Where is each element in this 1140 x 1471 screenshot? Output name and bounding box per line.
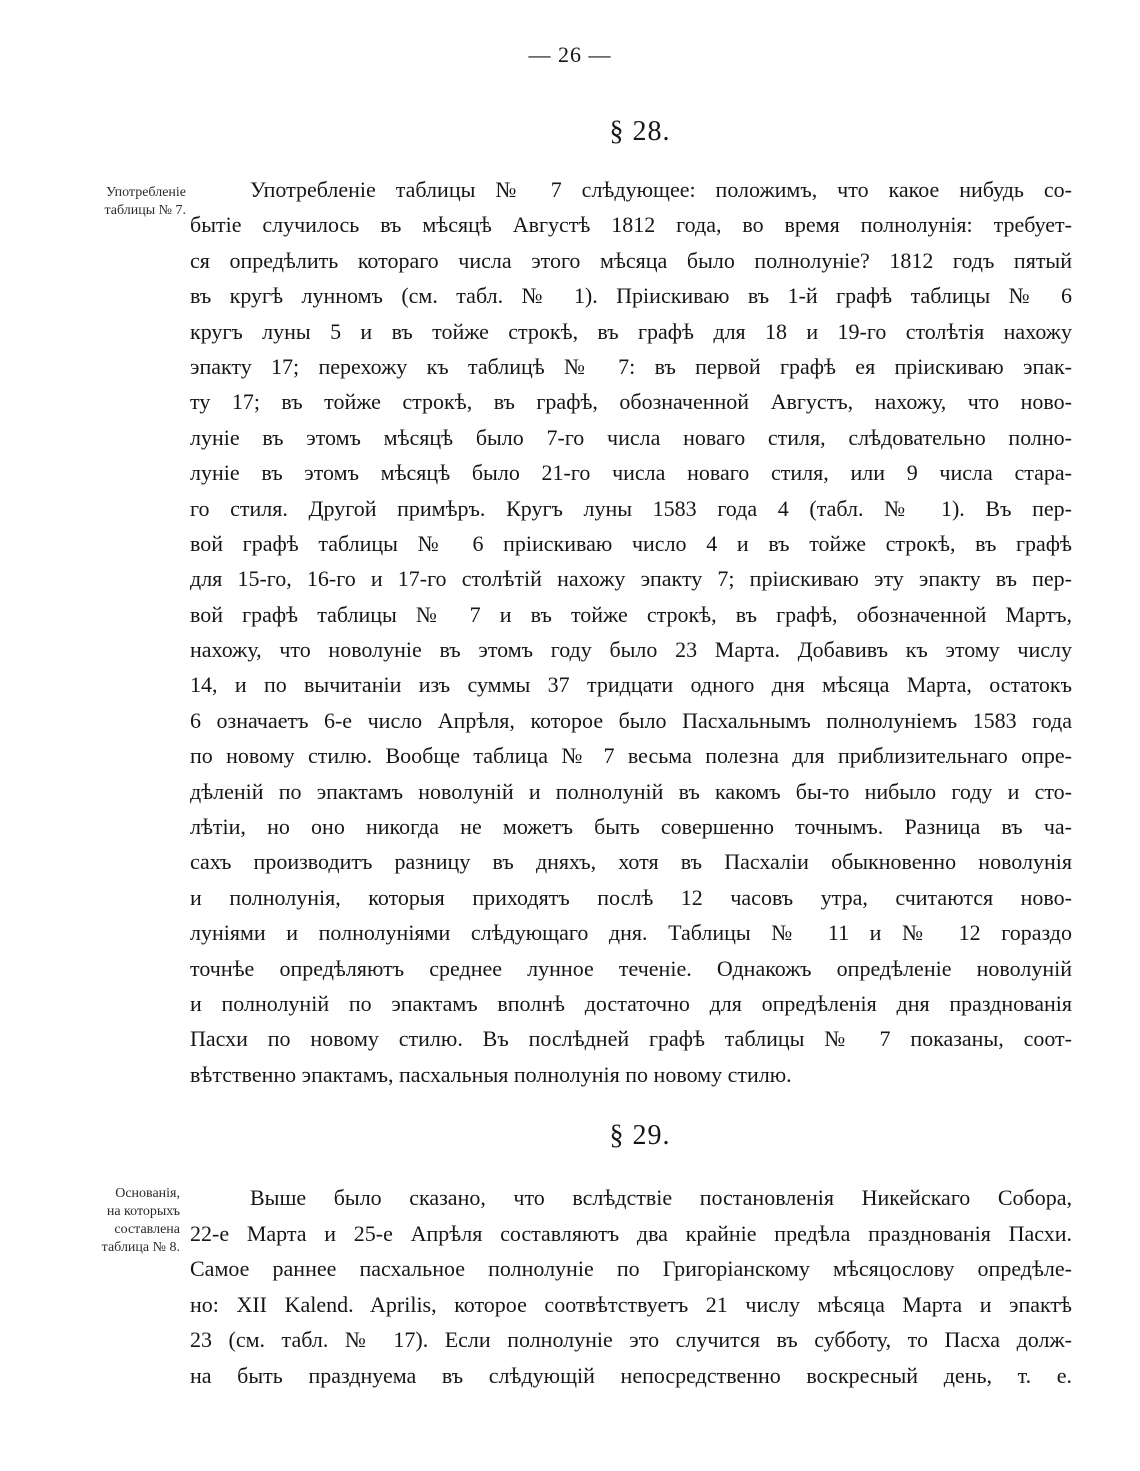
- text-line: 14, и по вычитаніи изъ суммы 37 тридцати одного дня мѣсяца Марта, остатокъ: [190, 672, 1072, 698]
- text-line: и полнолуній по эпактамъ вполнѣ достаточно для опредѣленія дня празднованія: [190, 990, 1072, 1016]
- text-line: точнѣе опредѣляютъ среднее лунное теченіе. Однакожъ опредѣленіе новолуній: [190, 955, 1072, 981]
- section-29-body: [190, 1180, 1072, 1394]
- text-line: дѣленій по эпактамъ новолуній и полнолуній въ какомъ бы-то нибыло году и сто-: [190, 778, 1072, 804]
- text-line: го стиля. Другой примѣръ. Кругъ луны 1583 года 4 (табл. № 1). Въ пер-: [190, 495, 1072, 521]
- page-number: — 26 —: [528, 42, 612, 67]
- section-29-heading: § 29.: [609, 1120, 671, 1151]
- margin-note-line: на которыхъ: [106, 1204, 180, 1219]
- text-line: 23 (см. табл. № 17). Если полнолуніе это случится въ субботу, то Пасха долж-: [190, 1327, 1072, 1353]
- text-line: лѣтіи, но оно никогда не можетъ быть совершенно точнымъ. Разница въ ча-: [190, 814, 1072, 840]
- text-line: въ кругѣ лунномъ (см. табл. № 1). Пріискиваю въ 1-й графѣ таблицы № 6: [190, 283, 1072, 309]
- text-line: 22-е Марта и 25-е Апрѣля составляютъ два крайніе предѣла празднованія Пасхи.: [190, 1220, 1072, 1246]
- text-line: вѣтственно эпактамъ, пасхальныя полнолунія по новому стилю.: [190, 1061, 792, 1087]
- text-line: Выше было сказано, что вслѣдствіе постановленія Никейскаго Собора,: [250, 1185, 1072, 1210]
- text-line: луніями и полнолуніями слѣдующаго дня. Таблицы № 11 и № 12 гораздо: [190, 920, 1072, 946]
- text-line: Пасхи по новому стилю. Въ послѣдней графѣ таблицы № 7 показаны, соот-: [190, 1026, 1072, 1052]
- text-line: Употребленіе таблицы № 7 слѣдующее: положимъ, что какое нибудь со-: [250, 177, 1072, 202]
- section-28-margin-note: [78, 184, 186, 220]
- text-line: по новому стилю. Вообще таблица № 7 весьма полезна для приблизительнаго опре-: [190, 743, 1072, 769]
- text-line: вой графѣ таблицы № 7 и въ тойже строкѣ, въ графѣ, обозначенной Мартъ,: [190, 601, 1072, 627]
- margin-note-line: составлена: [114, 1222, 180, 1237]
- margin-note-line: таблица № 8.: [101, 1240, 180, 1255]
- text-line: для 15-го, 16-го и 17-го столѣтій нахожу эпакту 7; пріискиваю эту эпакту въ пер-: [190, 566, 1072, 592]
- section-29-margin-note: [72, 1185, 180, 1257]
- text-line: сахъ производитъ разницу въ дняхъ, хотя въ Пасхаліи обыкновенно новолунія: [190, 849, 1072, 875]
- section-28-body: [190, 172, 1072, 1092]
- text-line: Самое раннее пасхальное полнолуніе по Григоріанскому мѣсяцослову опредѣле-: [190, 1256, 1072, 1282]
- text-line: эпакту 17; перехожу къ таблицѣ № 7: въ первой графѣ ея пріискиваю эпак-: [190, 353, 1072, 379]
- text-line: на быть празднуема въ слѣдующій непосредственно воскресный день, т. е.: [190, 1362, 1072, 1388]
- text-line: луніе въ этомъ мѣсяцѣ было 7-го числа новаго стиля, слѣдовательно полно-: [190, 424, 1072, 450]
- text-line: нахожу, что новолуніе въ этомъ году было 23 Марта. Добавивъ къ этому числу: [190, 637, 1072, 663]
- margin-note-line: Основанія,: [115, 1186, 180, 1201]
- margin-note-line: Употребленіе: [105, 185, 186, 200]
- text-line: луніе въ этомъ мѣсяцѣ было 21-го числа новаго стиля, или 9 числа стара-: [190, 460, 1072, 486]
- text-line: бытіе случилось въ мѣсяцѣ Августѣ 1812 года, во время полнолунія: требует-: [190, 212, 1072, 238]
- text-line: вой графѣ таблицы № 6 пріискиваю число 4 и въ тойже строкѣ, въ графѣ: [190, 530, 1072, 556]
- text-line: ся опредѣлить котораго числа этого мѣсяца было полнолуніе? 1812 годъ пятый: [190, 247, 1072, 273]
- margin-note-line: таблицы № 7.: [104, 203, 186, 218]
- section-28-heading: § 28.: [609, 116, 671, 147]
- text-line: кругъ луны 5 и въ тойже строкѣ, въ графѣ для 18 и 19-го столѣтія нахожу: [190, 318, 1072, 344]
- text-line: 6 означаетъ 6-е число Апрѣля, которое было Пасхальнымъ полнолуніемъ 1583 года: [190, 707, 1072, 733]
- text-line: и полнолунія, которыя приходятъ послѣ 12 часовъ утра, считаются ново-: [190, 884, 1072, 910]
- text-line: но: XII Kalend. Aprilis, которое соотвѣтствуетъ 21 числу мѣсяца Марта и эпактѣ: [190, 1291, 1072, 1317]
- text-line: ту 17; въ тойже строкѣ, въ графѣ, обозначенной Августъ, нахожу, что ново-: [190, 389, 1072, 415]
